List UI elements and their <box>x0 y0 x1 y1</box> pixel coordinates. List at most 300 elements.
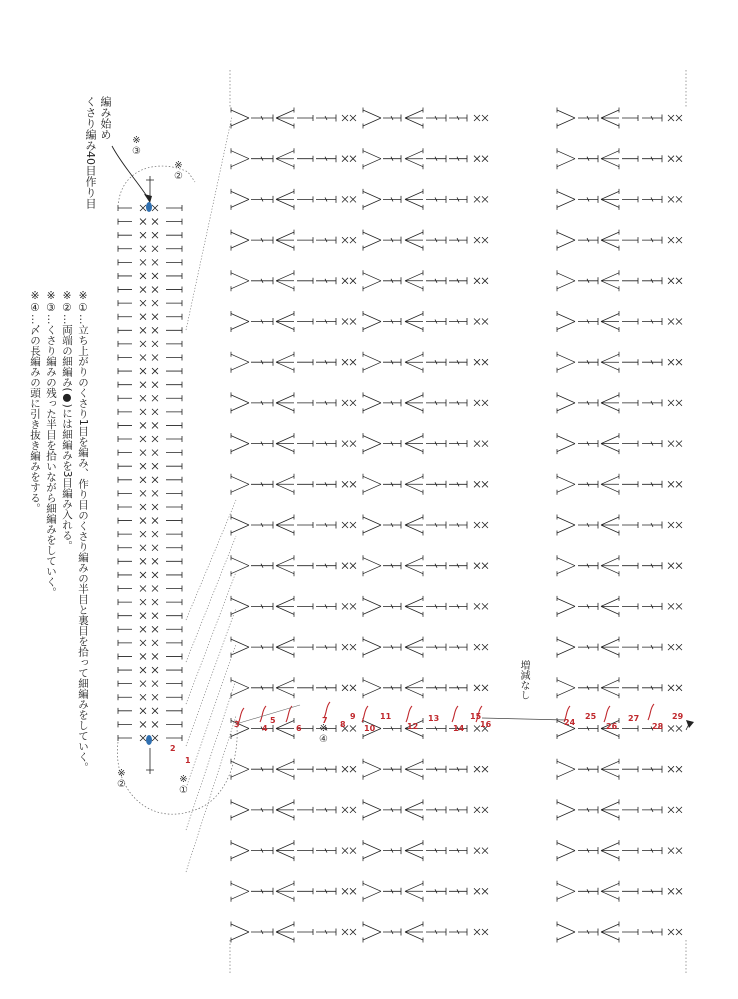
double-crochet-symbol <box>642 562 662 569</box>
double-crochet-symbol <box>383 562 401 569</box>
foundation-stitch-right <box>166 436 182 442</box>
inverted-v-stitch-symbol <box>363 436 381 452</box>
single-crochet-symbol <box>350 603 356 609</box>
double-crochet-symbol <box>642 115 662 122</box>
single-crochet-symbol <box>140 545 146 551</box>
double-crochet-symbol <box>251 359 273 366</box>
double-crochet-symbol <box>426 847 446 854</box>
inverted-v-stitch-symbol <box>363 476 381 492</box>
foundation-stitch-right <box>166 246 182 252</box>
single-crochet-symbol <box>482 400 488 406</box>
single-crochet-symbol <box>474 115 480 121</box>
single-crochet-symbol <box>676 848 682 854</box>
single-crochet-symbol <box>676 156 682 162</box>
single-crochet-symbol <box>482 278 488 284</box>
single-crochet-symbol <box>668 929 674 935</box>
single-crochet-symbol <box>676 522 682 528</box>
continuation-line <box>482 718 566 720</box>
single-crochet-symbol <box>668 522 674 528</box>
foundation-stitch-right <box>166 395 182 401</box>
foundation-stitch-right <box>166 273 182 279</box>
single-crochet-symbol <box>152 422 158 428</box>
inverted-v-stitch-symbol <box>231 802 249 818</box>
foundation-stitch-right <box>166 341 182 347</box>
single-crochet-symbol <box>350 644 356 650</box>
double-crochet-symbol <box>426 644 446 651</box>
stitch-column <box>251 115 273 936</box>
foundation-stitch-left <box>118 681 132 687</box>
v-stitch-symbol <box>276 517 294 533</box>
inverted-v-stitch-symbol <box>363 517 381 533</box>
stitch-column <box>363 108 381 943</box>
inverted-v-stitch-symbol <box>363 802 381 818</box>
single-crochet-symbol <box>342 278 348 284</box>
double-crochet-symbol <box>426 277 446 284</box>
single-crochet-symbol <box>140 259 146 265</box>
double-crochet-symbol <box>383 806 401 813</box>
v-stitch-symbol <box>601 843 619 859</box>
single-crochet-symbol <box>482 644 488 650</box>
double-crochet-symbol <box>426 115 446 122</box>
single-crochet-symbol <box>474 888 480 894</box>
double-crochet-symbol <box>426 684 446 691</box>
v-stitch-symbol <box>276 924 294 940</box>
inverted-v-stitch-symbol <box>231 883 249 899</box>
double-crochet-symbol <box>383 888 401 895</box>
row-number-2: 2 <box>170 744 176 753</box>
stitch-column <box>342 115 356 935</box>
single-crochet-symbol <box>140 463 146 469</box>
foundation-stitch-right <box>166 205 182 211</box>
double-crochet-symbol <box>316 766 336 773</box>
single-crochet-symbol <box>350 563 356 569</box>
row-number-29: 29 <box>672 712 684 721</box>
row-number-12: 12 <box>407 722 419 731</box>
single-crochet-symbol <box>140 599 146 605</box>
row-number-15: 15 <box>470 712 482 721</box>
guide-line <box>186 500 236 620</box>
single-crochet-symbol <box>474 359 480 365</box>
foundation-stitch-left <box>118 572 132 578</box>
bottom-end-loop <box>117 720 237 814</box>
single-crochet-symbol <box>140 450 146 456</box>
double-crochet-symbol <box>383 603 401 610</box>
single-crochet-symbol <box>668 441 674 447</box>
half-double-crochet-symbol <box>297 522 313 528</box>
note-1: ※①…立ち上がりのくさり1目を編み、作り目のくさり編みの半目と裏目を拾って細編みをしていく。 <box>77 290 89 773</box>
half-double-crochet-symbol <box>622 888 638 894</box>
v-stitch-symbol <box>405 476 423 492</box>
v-stitch-symbol <box>276 110 294 126</box>
double-crochet-symbol <box>316 155 336 162</box>
single-crochet-symbol <box>676 400 682 406</box>
double-crochet-symbol <box>578 155 598 162</box>
foundation-stitch-right <box>166 572 182 578</box>
foundation-stitch-left <box>118 545 132 551</box>
v-stitch-symbol <box>276 151 294 167</box>
single-crochet-symbol <box>668 726 674 732</box>
v-stitch-symbol <box>276 395 294 411</box>
double-crochet-symbol <box>449 888 467 895</box>
single-crochet-symbol <box>350 766 356 772</box>
foundation-stitch-right <box>166 681 182 687</box>
single-crochet-symbol <box>140 640 146 646</box>
start-subtitle: くさり編み40目作り目 <box>84 96 97 209</box>
inverted-v-stitch-symbol <box>231 232 249 248</box>
foundation-stitch-right <box>166 463 182 469</box>
inverted-v-stitch-symbol <box>557 476 575 492</box>
v-stitch-symbol <box>601 761 619 777</box>
single-crochet-symbol <box>668 237 674 243</box>
single-crochet-symbol <box>482 807 488 813</box>
single-crochet-symbol <box>676 929 682 935</box>
row-number-14: 14 <box>453 724 465 733</box>
single-crochet-symbol <box>152 613 158 619</box>
v-stitch-symbol <box>405 924 423 940</box>
single-crochet-symbol <box>668 481 674 487</box>
double-crochet-symbol <box>251 562 273 569</box>
foundation-stitch-right <box>166 368 182 374</box>
foundation-stitch-right <box>166 586 182 592</box>
double-crochet-symbol <box>642 359 662 366</box>
double-crochet-symbol <box>383 684 401 691</box>
foundation-stitch-left <box>118 694 132 700</box>
double-crochet-symbol <box>251 399 273 406</box>
single-crochet-symbol <box>152 640 158 646</box>
double-crochet-symbol <box>316 888 336 895</box>
single-crochet-symbol <box>140 490 146 496</box>
foundation-stitch-left <box>118 667 132 673</box>
double-crochet-symbol <box>642 644 662 651</box>
row-number-16: 16 <box>480 720 492 729</box>
single-crochet-symbol <box>152 436 158 442</box>
foundation-stitch-right <box>166 721 182 727</box>
row-number-7: 7 <box>322 716 328 725</box>
inverted-v-stitch-symbol <box>231 110 249 126</box>
double-crochet-symbol <box>449 929 467 936</box>
v-stitch-symbol <box>276 639 294 655</box>
single-crochet-symbol <box>152 586 158 592</box>
single-crochet-symbol <box>152 708 158 714</box>
double-crochet-symbol <box>642 766 662 773</box>
single-crochet-symbol <box>482 156 488 162</box>
single-crochet-symbol <box>152 259 158 265</box>
v-stitch-symbol <box>405 395 423 411</box>
foundation-stitch-left <box>118 477 132 483</box>
single-crochet-symbol <box>140 518 146 524</box>
inverted-v-stitch-symbol <box>363 191 381 207</box>
single-crochet-symbol <box>474 196 480 202</box>
inverted-v-stitch-symbol <box>363 395 381 411</box>
double-crochet-symbol <box>426 603 446 610</box>
double-crochet-symbol <box>642 196 662 203</box>
half-double-crochet-symbol <box>622 156 638 162</box>
foundation-stitch-right <box>166 640 182 646</box>
single-crochet-symbol <box>350 929 356 935</box>
double-crochet-symbol <box>578 806 598 813</box>
inverted-v-stitch-symbol <box>363 883 381 899</box>
single-crochet-symbol <box>152 354 158 360</box>
row-number-6: 6 <box>296 724 302 733</box>
foundation-stitch-left <box>118 314 132 320</box>
v-stitch-symbol <box>601 680 619 696</box>
single-crochet-symbol <box>474 807 480 813</box>
single-crochet-symbol <box>474 766 480 772</box>
inverted-v-stitch-symbol <box>363 761 381 777</box>
foundation-stitch-left <box>118 558 132 564</box>
v-stitch-symbol <box>601 558 619 574</box>
foundation-stitch-left <box>118 436 132 442</box>
inverted-v-stitch-symbol <box>363 354 381 370</box>
single-crochet-symbol <box>140 477 146 483</box>
double-crochet-symbol <box>642 481 662 488</box>
single-crochet-symbol <box>152 681 158 687</box>
single-crochet-symbol <box>676 766 682 772</box>
v-stitch-symbol <box>405 110 423 126</box>
foundation-stitch-left <box>118 613 132 619</box>
single-crochet-symbol <box>474 644 480 650</box>
inverted-v-stitch-symbol <box>557 598 575 614</box>
v-stitch-symbol <box>276 680 294 696</box>
single-crochet-symbol <box>152 287 158 293</box>
v-stitch-symbol <box>405 843 423 859</box>
double-crochet-symbol <box>251 318 273 325</box>
inverted-v-stitch-symbol <box>363 273 381 289</box>
double-crochet-symbol <box>383 196 401 203</box>
foundation-stitch-left <box>118 205 132 211</box>
double-crochet-symbol <box>449 603 467 610</box>
double-crochet-symbol <box>426 155 446 162</box>
marker-4-label: ※④ <box>318 723 329 745</box>
row-number-24: 24 <box>564 718 576 727</box>
single-crochet-symbol <box>482 929 488 935</box>
row-number-1: 1 <box>185 756 191 765</box>
stitch-column <box>426 115 446 936</box>
inverted-v-stitch-symbol <box>231 598 249 614</box>
slip-stitch-mark <box>260 706 266 722</box>
foundation-stitch-left <box>118 450 132 456</box>
foundation-stitch-right <box>166 545 182 551</box>
half-double-crochet-symbol <box>297 481 313 487</box>
single-crochet-symbol <box>152 531 158 537</box>
inverted-v-stitch-symbol <box>363 558 381 574</box>
inverted-v-stitch-symbol <box>231 151 249 167</box>
inverted-v-stitch-symbol <box>363 843 381 859</box>
half-double-crochet-symbol <box>622 563 638 569</box>
double-crochet-symbol <box>642 399 662 406</box>
half-double-crochet-symbol <box>297 603 313 609</box>
double-crochet-symbol <box>383 277 401 284</box>
double-crochet-symbol <box>251 155 273 162</box>
single-crochet-symbol <box>342 481 348 487</box>
single-crochet-symbol <box>474 685 480 691</box>
single-crochet-symbol <box>140 531 146 537</box>
row-number-5: 5 <box>270 716 276 725</box>
inverted-v-stitch-symbol <box>231 436 249 452</box>
v-stitch-symbol <box>276 436 294 452</box>
foundation-stitch-left <box>118 259 132 265</box>
single-crochet-symbol <box>350 156 356 162</box>
foundation-stitch-left <box>118 599 132 605</box>
single-crochet-symbol <box>140 219 146 225</box>
marker-2-top-label: ※② <box>173 160 184 182</box>
double-crochet-symbol <box>251 847 273 854</box>
foundation-stitch-right <box>166 599 182 605</box>
double-crochet-symbol <box>578 115 598 122</box>
double-crochet-symbol <box>383 359 401 366</box>
foundation-stitch-left <box>118 246 132 252</box>
double-crochet-symbol <box>426 196 446 203</box>
half-double-crochet-symbol <box>622 644 638 650</box>
double-crochet-symbol <box>449 847 467 854</box>
double-crochet-symbol <box>578 359 598 366</box>
single-crochet-symbol <box>350 359 356 365</box>
inverted-v-stitch-symbol <box>231 395 249 411</box>
single-crochet-symbol <box>140 395 146 401</box>
single-crochet-symbol <box>152 368 158 374</box>
foundation-stitch-left <box>118 735 132 741</box>
single-crochet-symbol <box>474 237 480 243</box>
single-crochet-symbol <box>152 395 158 401</box>
single-crochet-symbol <box>152 314 158 320</box>
row-number-13: 13 <box>428 714 440 723</box>
single-crochet-symbol <box>668 766 674 772</box>
single-crochet-symbol <box>482 237 488 243</box>
double-crochet-symbol <box>426 522 446 529</box>
half-double-crochet-symbol <box>297 644 313 650</box>
single-crochet-symbol <box>474 563 480 569</box>
foundation-stitch-right <box>166 626 182 632</box>
slip-stitch-mark <box>406 706 412 722</box>
double-crochet-symbol <box>642 684 662 691</box>
single-crochet-symbol <box>474 522 480 528</box>
v-stitch-symbol <box>405 558 423 574</box>
half-double-crochet-symbol <box>297 359 313 365</box>
single-crochet-symbol <box>350 726 356 732</box>
guide-line <box>186 680 236 830</box>
double-crochet-symbol <box>426 318 446 325</box>
stitch-column <box>642 115 662 936</box>
single-crochet-symbol <box>350 807 356 813</box>
v-stitch-symbol <box>601 598 619 614</box>
half-double-crochet-symbol <box>622 522 638 528</box>
double-crochet-symbol <box>578 196 598 203</box>
v-stitch-symbol <box>601 314 619 330</box>
foundation-stitch-right <box>166 504 182 510</box>
single-crochet-symbol <box>474 156 480 162</box>
foundation-stitch-left <box>118 368 132 374</box>
v-stitch-symbol <box>601 151 619 167</box>
single-crochet-symbol <box>350 196 356 202</box>
foundation-stitch-left <box>118 518 132 524</box>
double-crochet-symbol <box>642 318 662 325</box>
foundation-stitch-right <box>166 300 182 306</box>
inverted-v-stitch-symbol <box>231 354 249 370</box>
single-crochet-symbol <box>152 626 158 632</box>
foundation-stitch-left <box>118 409 132 415</box>
inverted-v-stitch-symbol <box>557 191 575 207</box>
single-crochet-symbol <box>668 359 674 365</box>
foundation-stitch-right <box>166 219 182 225</box>
v-stitch-symbol <box>601 924 619 940</box>
single-crochet-symbol <box>342 441 348 447</box>
v-stitch-symbol <box>405 273 423 289</box>
half-double-crochet-symbol <box>297 196 313 202</box>
single-crochet-symbol <box>482 522 488 528</box>
single-crochet-symbol <box>342 644 348 650</box>
double-crochet-symbol <box>642 929 662 936</box>
inverted-v-stitch-symbol <box>231 191 249 207</box>
marker-2-bottom-label: ※② <box>116 768 127 790</box>
inverted-v-stitch-symbol <box>363 151 381 167</box>
half-double-crochet-symbol <box>297 563 313 569</box>
double-crochet-symbol <box>578 318 598 325</box>
inverted-v-stitch-symbol <box>557 314 575 330</box>
double-crochet-symbol <box>426 359 446 366</box>
half-double-crochet-symbol <box>622 400 638 406</box>
half-double-crochet-symbol <box>622 319 638 325</box>
single-crochet-symbol <box>474 848 480 854</box>
half-double-crochet-symbol <box>297 400 313 406</box>
double-crochet-symbol <box>251 440 273 447</box>
inverted-v-stitch-symbol <box>557 110 575 126</box>
double-crochet-symbol <box>316 929 336 936</box>
double-crochet-symbol <box>642 888 662 895</box>
double-crochet-symbol <box>642 277 662 284</box>
double-crochet-symbol <box>426 806 446 813</box>
start-title: 編み始め <box>99 96 112 140</box>
row-number-8: 8 <box>340 720 346 729</box>
double-crochet-symbol <box>449 196 467 203</box>
single-crochet-symbol <box>152 545 158 551</box>
foundation-stitch-right <box>166 382 182 388</box>
single-crochet-symbol <box>350 237 356 243</box>
foundation-stitch-left <box>118 626 132 632</box>
v-stitch-symbol <box>601 476 619 492</box>
double-crochet-symbol <box>578 888 598 895</box>
v-stitch-symbol <box>405 639 423 655</box>
single-crochet-symbol <box>152 653 158 659</box>
single-crochet-symbol <box>140 436 146 442</box>
v-stitch-symbol <box>601 436 619 452</box>
row-number-25: 25 <box>585 712 597 721</box>
single-crochet-symbol <box>140 409 146 415</box>
stitch-column <box>668 115 682 935</box>
single-crochet-symbol <box>140 422 146 428</box>
double-crochet-symbol <box>251 888 273 895</box>
bottom-guide-line <box>236 705 300 724</box>
single-crochet-symbol <box>140 613 146 619</box>
row-number-9: 9 <box>350 712 356 721</box>
double-crochet-symbol <box>449 359 467 366</box>
single-crochet-symbol <box>342 888 348 894</box>
v-stitch-symbol <box>601 802 619 818</box>
single-crochet-symbol <box>482 603 488 609</box>
v-stitch-symbol <box>276 721 294 737</box>
double-crochet-symbol <box>578 684 598 691</box>
row-number-27: 27 <box>628 714 640 723</box>
double-crochet-symbol <box>251 806 273 813</box>
half-double-crochet-symbol <box>297 848 313 854</box>
single-crochet-symbol <box>140 735 146 741</box>
double-crochet-symbol <box>449 115 467 122</box>
double-crochet-symbol <box>251 929 273 936</box>
foundation-stitch-left <box>118 463 132 469</box>
single-crochet-symbol <box>140 327 146 333</box>
foundation-stitch-left <box>118 382 132 388</box>
double-crochet-symbol <box>642 847 662 854</box>
inverted-v-stitch-symbol <box>231 843 249 859</box>
